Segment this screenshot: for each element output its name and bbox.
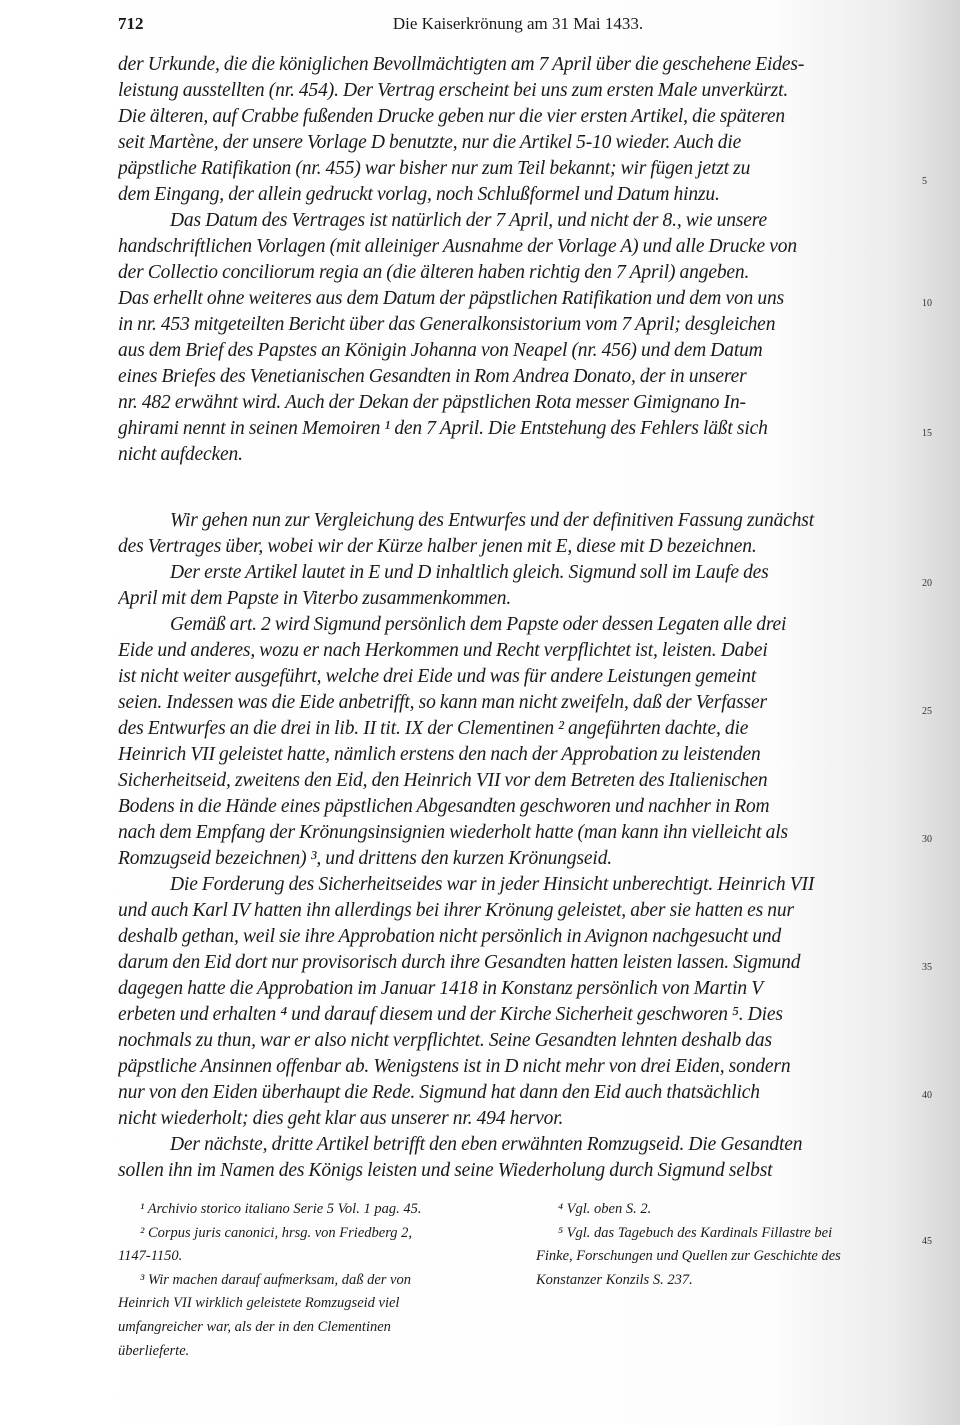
text-line: Eide und anderes, wozu er nach Herkommen und Recht verpflichtet ist, leisten. Dabei [118, 640, 768, 661]
text-line: des Entwurfes an die drei in lib. II tit. IX der Clementinen ² angeführten dachte, die [118, 718, 749, 739]
text-line: der Urkunde, die die königlichen Bevollmächtigten am 7 April über die geschehene Eides- [118, 54, 805, 75]
page-number: 712 [118, 14, 144, 33]
line-number: 25 [922, 706, 932, 717]
footnote-line: Konstanzer Konzils S. 237. [536, 1271, 693, 1288]
text-line: des Vertrages über, wobei wir der Kürze halber jenen mit E, diese mit D bezeichnen. [118, 536, 757, 557]
body-text [118, 52, 918, 1184]
text-line: dem Eingang, der allein gedruckt vorlag, noch Schlußformel und Datum hinzu. [118, 184, 720, 205]
footnotes-right-column [536, 1198, 936, 1292]
text-line: Gemäß art. 2 wird Sigmund persönlich dem Papste oder dessen Legaten alle drei [170, 614, 787, 635]
text-line: Wir gehen nun zur Vergleichung des Entwurfes und der definitiven Fassung zunächst [170, 510, 815, 531]
line-number: 30 [922, 834, 932, 845]
text-line: nr. 482 erwähnt wird. Auch der Dekan der päpstlichen Rota messer Gimignano In- [118, 392, 746, 413]
text-line: Sicherheitseid, zweitens den Eid, den Heinrich VII vor dem Betreten des Italienischen [118, 770, 768, 791]
text-line: leistung ausstellten (nr. 454). Der Vertrag erscheint bei uns zum ersten Male unverkürzt. [118, 80, 789, 101]
footnote-line: ² Corpus juris canonici, hrsg. von Friedberg 2, [140, 1224, 413, 1241]
line-number: 35 [922, 962, 932, 973]
text-line: handschriftlichen Vorlagen (mit alleiniger Ausnahme der Vorlage A) und alle Drucke von [118, 236, 797, 257]
text-line: ist nicht weiter ausgeführt, welche drei Eide und was für andere Leistungen gemeint [118, 666, 757, 687]
footnote-line: ³ Wir machen darauf aufmerksam, daß der von [140, 1271, 411, 1288]
line-number: 40 [922, 1090, 932, 1101]
footnote-line: 1147-1150. [118, 1248, 183, 1265]
page-header [118, 14, 918, 36]
footnote-line: Finke, Forschungen und Quellen zur Geschichte des [536, 1248, 841, 1265]
line-number: 10 [922, 298, 932, 309]
footnote-line: ⁴ Vgl. oben S. 2. [558, 1201, 652, 1217]
line-number: 15 [922, 428, 932, 439]
text-line: dagegen hatte die Approbation im Januar 1418 in Konstanz persönlich von Martin V [118, 978, 763, 999]
text-line: sollen ihn im Namen des Königs leisten und seine Wiederholung durch Sigmund selbst [118, 1160, 773, 1181]
text-line: deshalb gethan, weil sie ihre Approbation nicht persönlich in Avignon nachgesucht und [118, 926, 782, 947]
line-number: 5 [922, 176, 927, 187]
text-line: nur von den Eiden überhaupt die Rede. Sigmund hat dann den Eid auch thatsächlich [118, 1082, 760, 1103]
text-line: Die älteren, auf Crabbe fußenden Drucke geben nur die vier ersten Artikel, die späteren [118, 106, 785, 127]
text-line: der Collectio conciliorum regia an (die älteren haben richtig den 7 April) angeben. [118, 262, 750, 283]
text-line: April mit dem Papste in Viterbo zusammenkommen. [118, 588, 512, 609]
text-line: und auch Karl IV hatten ihn allerdings bei ihrer Krönung geleistet, aber sie hatten es nur [118, 900, 794, 921]
text-line: ghirami nennt in seinen Memoiren ¹ den 7 April. Die Entstehung des Fehlers läßt sich [118, 418, 768, 439]
text-line: nach dem Empfang der Krönungsinsignien wiederholt hatte (man kann ihn vielleicht als [118, 822, 788, 843]
text-line: nochmals zu thun, war er also nicht verpflichtet. Seine Gesandten lehnten deshalb das [118, 1030, 772, 1051]
text-line: Heinrich VII geleistet hatte, nämlich erstens den nach der Approbation zu leistenden [118, 744, 761, 765]
text-line: darum den Eid dort nur provisorisch durch ihre Gesandten hatten leisten lassen. Sigmund [118, 952, 801, 973]
text-line: Bodens in die Hände eines päpstlichen Abgesandten geschworen und nachher in Rom [118, 796, 770, 817]
text-line: päpstliche Ratifikation (nr. 455) war bisher nur zum Teil bekannt; wir fügen jetzt zu [118, 158, 751, 179]
footnotes-left-column [118, 1198, 518, 1363]
text-line: seien. Indessen was die Eide anbetrifft, so kann man nicht zweifeln, daß der Verfasser [118, 692, 767, 713]
footnote-line: überlieferte. [118, 1342, 190, 1359]
running-title: Die Kaiserkrönung am 31 Mai 1433. [392, 14, 644, 33]
text-line: päpstliche Ansinnen offenbar ab. Wenigstens ist in D nicht mehr von drei Eiden, sondern [118, 1056, 791, 1077]
text-line: eines Briefes des Venetianischen Gesandten in Rom Andrea Donato, der in unserer [118, 366, 747, 387]
footnote-line: Heinrich VII wirklich geleistete Romzugseid viel [118, 1295, 400, 1312]
text-line: erbeten und erhalten ⁴ und darauf diesem und der Kirche Sicherheit geschworen ⁵. Dies [118, 1004, 783, 1025]
line-number: 45 [922, 1236, 932, 1247]
text-line: in nr. 453 mitgeteilten Bericht über das Generalkonsistorium vom 7 April; desgleichen [118, 314, 776, 335]
footnote-line: ⁵ Vgl. das Tagebuch des Kardinals Fillastre bei [558, 1224, 833, 1241]
text-line: aus dem Brief des Papstes an Königin Johanna von Neapel (nr. 456) und dem Datum [118, 340, 763, 361]
footnote-line: ¹ Archivio storico italiano Serie 5 Vol. 1 pag. 45. [140, 1201, 422, 1217]
text-line: Die Forderung des Sicherheitseides war in jeder Hinsicht unberechtigt. Heinrich VII [170, 874, 815, 895]
text-line: Der nächste, dritte Artikel betrifft den eben erwähnten Romzugseid. Die Gesandten [170, 1134, 803, 1155]
text-line: Romzugseid bezeichnen) ³, und drittens den kurzen Krönungseid. [118, 848, 613, 869]
line-number: 20 [922, 578, 932, 589]
text-line: seit Martène, der unsere Vorlage D benutzte, nur die Artikel 5-10 wieder. Auch die [118, 132, 742, 153]
text-line: nicht aufdecken. [118, 444, 243, 465]
text-line: Der erste Artikel lautet in E und D inhaltlich gleich. Sigmund soll im Laufe des [170, 562, 769, 583]
text-line: Das Datum des Vertrages ist natürlich der 7 April, und nicht der 8., wie unsere [170, 210, 767, 231]
footnote-line: umfangreicher war, als der in den Clementinen [118, 1318, 391, 1335]
section-gap [118, 468, 918, 508]
text-line: nicht wiederholt; dies geht klar aus unserer nr. 494 hervor. [118, 1108, 564, 1129]
text-line: Das erhellt ohne weiteres aus dem Datum der päpstlichen Ratifikation und dem von uns [118, 288, 785, 309]
